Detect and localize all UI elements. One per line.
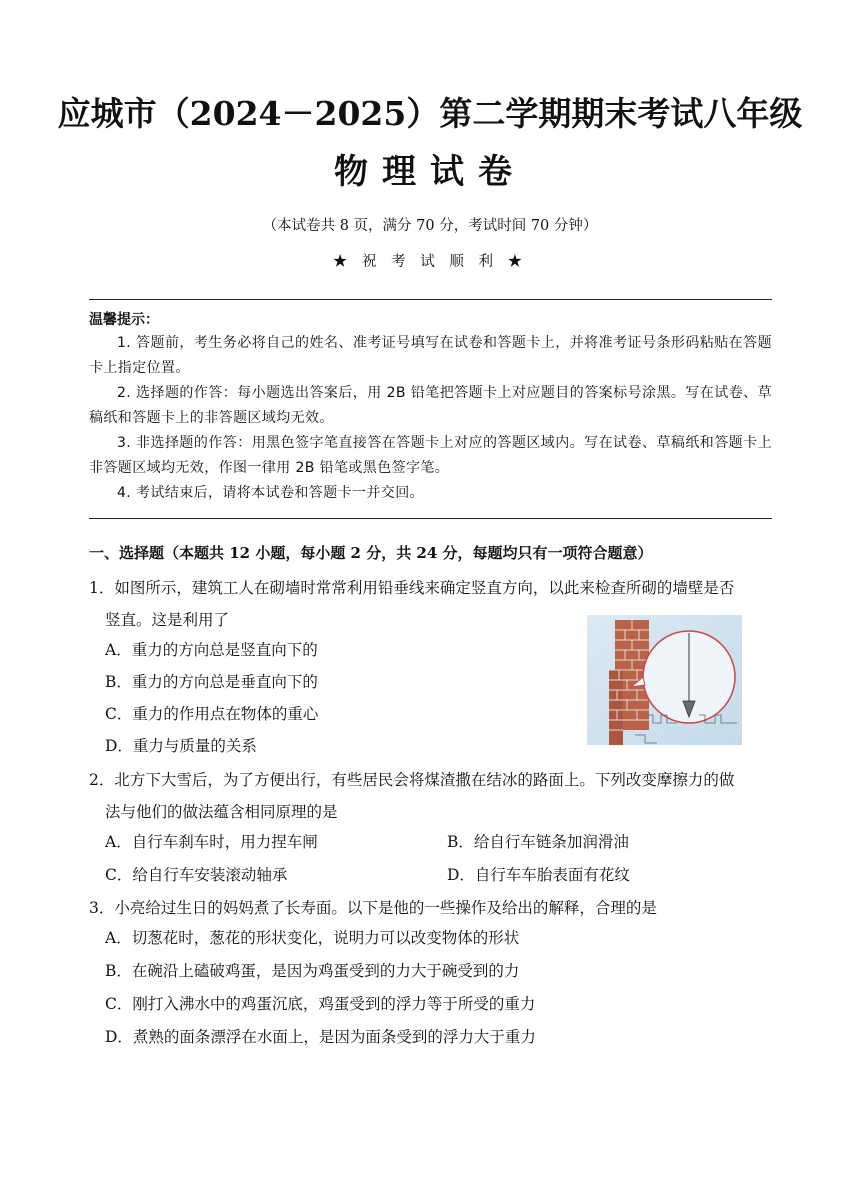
q1-option-b: B．重力的方向总是垂直向下的	[105, 673, 318, 691]
exam-subject-title: 物理试卷	[334, 152, 526, 192]
exam-title: 应城市（2024－2025）第二学期期末考试八年级	[57, 94, 803, 133]
q3-option-c: C．刚打入沸水中的鸡蛋沉底，鸡蛋受到的浮力等于所受的重力	[105, 995, 536, 1013]
q2-option-c: C．给自行车安装滚动轴承	[105, 866, 288, 884]
tip-item: 3. 非选择题的作答：用黑色签字笔直接答在答题卡上对应的答题区域内。写在试卷、草稿纸和答题卡上非答题区域均无效，作图一律用 2B 铅笔或黑色签字笔。	[89, 435, 772, 476]
question-2-stem: 2．北方下大雪后，为了方便出行，有些居民会将煤渣撒在结冰的路面上。下列改变摩擦力的做	[89, 771, 735, 789]
divider-bottom	[89, 518, 772, 519]
divider-top	[89, 299, 772, 300]
tips-list	[89, 331, 772, 506]
exam-info: （本试卷共 8 页，满分 70 分，考试时间 70 分钟）	[262, 218, 598, 234]
q3-option-b: B．在碗沿上磕破鸡蛋，是因为鸡蛋受到的力大于碗受到的力	[105, 962, 520, 980]
question-1-stem-cont: 竖直。这是利用了	[105, 611, 230, 629]
section-title: 一、选择题（本题共 12 小题，每小题 2 分，共 24 分，每题均只有一项符合题意）	[89, 544, 653, 562]
tips-title: 温馨提示：	[89, 312, 159, 328]
tip-item: 1. 答题前，考生务必将自己的姓名、准考证号填写在试卷和答题卡上，并将准考证号条形码粘贴在答题卡上指定位置。	[89, 335, 772, 376]
question-1-stem: 1．如图所示，建筑工人在砌墙时常常利用铅垂线来确定竖直方向，以此来检查所砌的墙壁是否	[89, 579, 735, 597]
q1-option-d: D．重力与质量的关系	[105, 737, 257, 755]
question-3	[89, 892, 772, 924]
q3-option-d: D．煮熟的面条漂浮在水面上，是因为面条受到的浮力大于重力	[105, 1028, 536, 1046]
plumb-line-figure	[587, 615, 742, 745]
good-luck-line: ★ 祝 考 试 顺 利 ★	[332, 254, 528, 270]
tip-item: 2. 选择题的作答：每小题选出答案后，用 2B 铅笔把答题卡上对应题目的答案标号涂黑。写在试卷、草稿纸和答题卡上的非答题区域均无效。	[89, 385, 772, 426]
q3-option-a: A．切葱花时，葱花的形状变化，说明力可以改变物体的形状	[105, 929, 520, 947]
question-2	[89, 764, 772, 828]
q1-option-c: C．重力的作用点在物体的重心	[105, 705, 319, 723]
q1-option-a: A．重力的方向总是竖直向下的	[105, 641, 318, 659]
question-3-stem: 3．小亮给过生日的妈妈煮了长寿面。以下是他的一些操作及给出的解释，合理的是	[89, 899, 657, 917]
q2-option-a: A．自行车刹车时，用力捏车闸	[105, 833, 318, 851]
q2-option-d: D．自行车车胎表面有花纹	[447, 866, 630, 884]
tip-item: 4. 考试结束后，请将本试卷和答题卡一并交回。	[117, 485, 425, 501]
question-2-stem-cont: 法与他们的做法蕴含相同原理的是	[105, 803, 338, 821]
q2-option-b: B．给自行车链条加润滑油	[447, 833, 629, 851]
